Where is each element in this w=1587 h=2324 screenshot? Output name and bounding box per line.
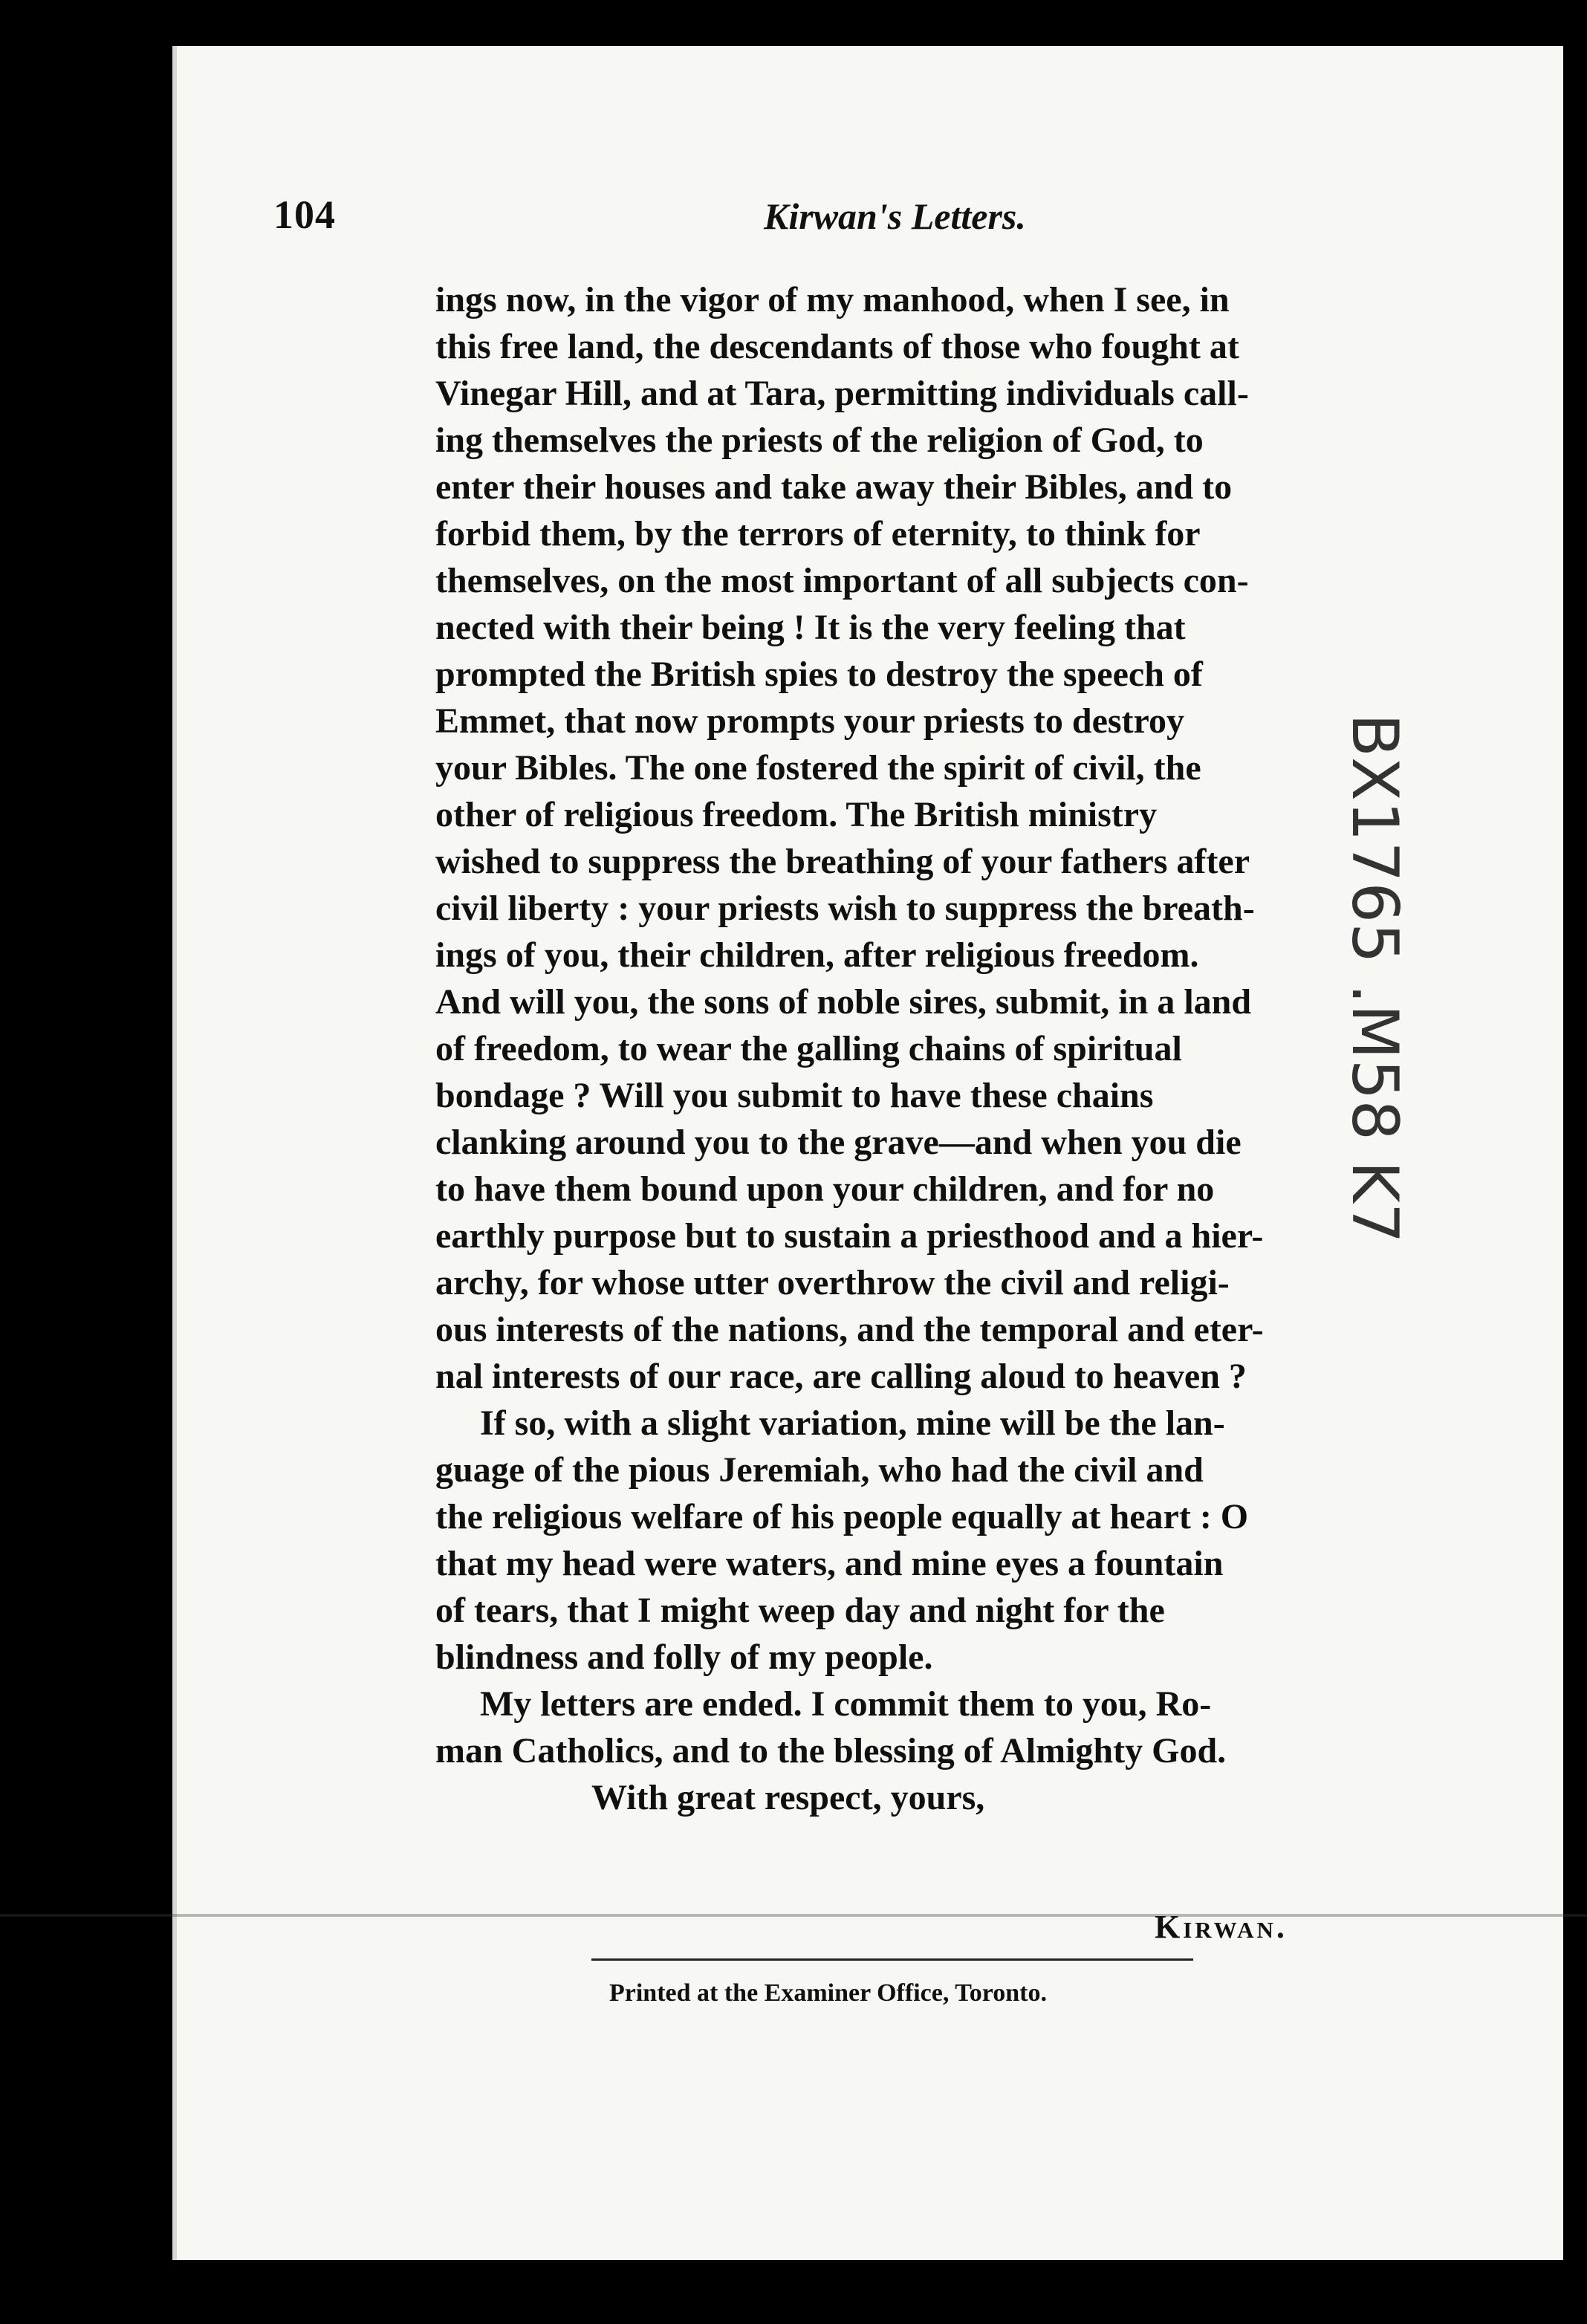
text-line: forbid them, by the terrors of eternity, to think for xyxy=(435,514,1201,554)
text-line: bondage ? Will you submit to have these chains xyxy=(435,1076,1154,1115)
signature: Kirwan. xyxy=(1155,1909,1288,1945)
page-header xyxy=(273,192,1403,251)
text-line: earthly purpose but to sustain a priesthood and a hier- xyxy=(435,1216,1264,1256)
text-line: your Bibles. The one fostered the spirit of civil, the xyxy=(435,748,1201,788)
handwritten-call-number: BX1765 .M58 K7 xyxy=(1337,713,1412,1244)
body-text xyxy=(435,276,1401,1821)
text-line: clanking around you to the grave—and when you die xyxy=(435,1123,1242,1162)
text-line: nal interests of our race, are calling aloud to heaven ? xyxy=(435,1357,1247,1396)
text-line: ing themselves the priests of the religion of God, to xyxy=(435,421,1204,460)
text-line: man Catholics, and to the blessing of Almighty God. xyxy=(435,1731,1227,1770)
text-line: prompted the British spies to destroy the speech of xyxy=(435,655,1203,694)
text-line: of freedom, to wear the galling chains of spiritual xyxy=(435,1029,1182,1068)
text-line: that my head were waters, and mine eyes a fountain xyxy=(435,1544,1224,1583)
text-line: enter their houses and take away their Bibles, and to xyxy=(435,467,1233,507)
text-line: ous interests of the nations, and the temporal and eter- xyxy=(435,1310,1264,1349)
text-line: of tears, that I might weep day and night for the xyxy=(435,1591,1165,1630)
text-line: other of religious freedom. The British ministry xyxy=(435,795,1158,834)
scan-artifact-line xyxy=(0,1914,1587,1917)
page-number: 104 xyxy=(273,192,336,237)
divider-rule xyxy=(591,1958,1193,1961)
running-title: Kirwan's Letters. xyxy=(764,195,1026,237)
text-line: archy, for whose utter overthrow the civil and religi- xyxy=(435,1263,1230,1302)
text-line: the religious welfare of his people equally at heart : O xyxy=(435,1497,1249,1536)
text-line: blindness and folly of my people. xyxy=(435,1637,933,1677)
text-line: to have them bound upon your children, and for no xyxy=(435,1169,1215,1209)
salutation-line: With great respect, yours, xyxy=(591,1778,985,1817)
text-line: guage of the pious Jeremiah, who had the civil and xyxy=(435,1450,1204,1490)
text-line: this free land, the descendants of those who fought at xyxy=(435,327,1239,366)
text-line: nected with their being ! It is the very feeling that xyxy=(435,608,1186,647)
printer-imprint: Printed at the Examiner Office, Toronto. xyxy=(609,1979,1047,2007)
text-line: If so, with a slight variation, mine will be the lan- xyxy=(480,1403,1225,1443)
text-line: My letters are ended. I commit them to you, Ro- xyxy=(480,1684,1212,1724)
text-line: themselves, on the most important of all subjects con- xyxy=(435,561,1249,600)
text-line: ings of you, their children, after religious freedom. xyxy=(435,935,1199,975)
text-line: civil liberty : your priests wish to suppress the breath- xyxy=(435,889,1255,928)
text-line: ings now, in the vigor of my manhood, when I see, in xyxy=(435,280,1230,319)
text-line: And will you, the sons of noble sires, submit, in a land xyxy=(435,982,1252,1022)
text-line: wished to suppress the breathing of your fathers after xyxy=(435,842,1250,881)
text-line: Emmet, that now prompts your priests to destroy xyxy=(435,701,1184,741)
text-line: Vinegar Hill, and at Tara, permitting individuals call- xyxy=(435,374,1249,413)
